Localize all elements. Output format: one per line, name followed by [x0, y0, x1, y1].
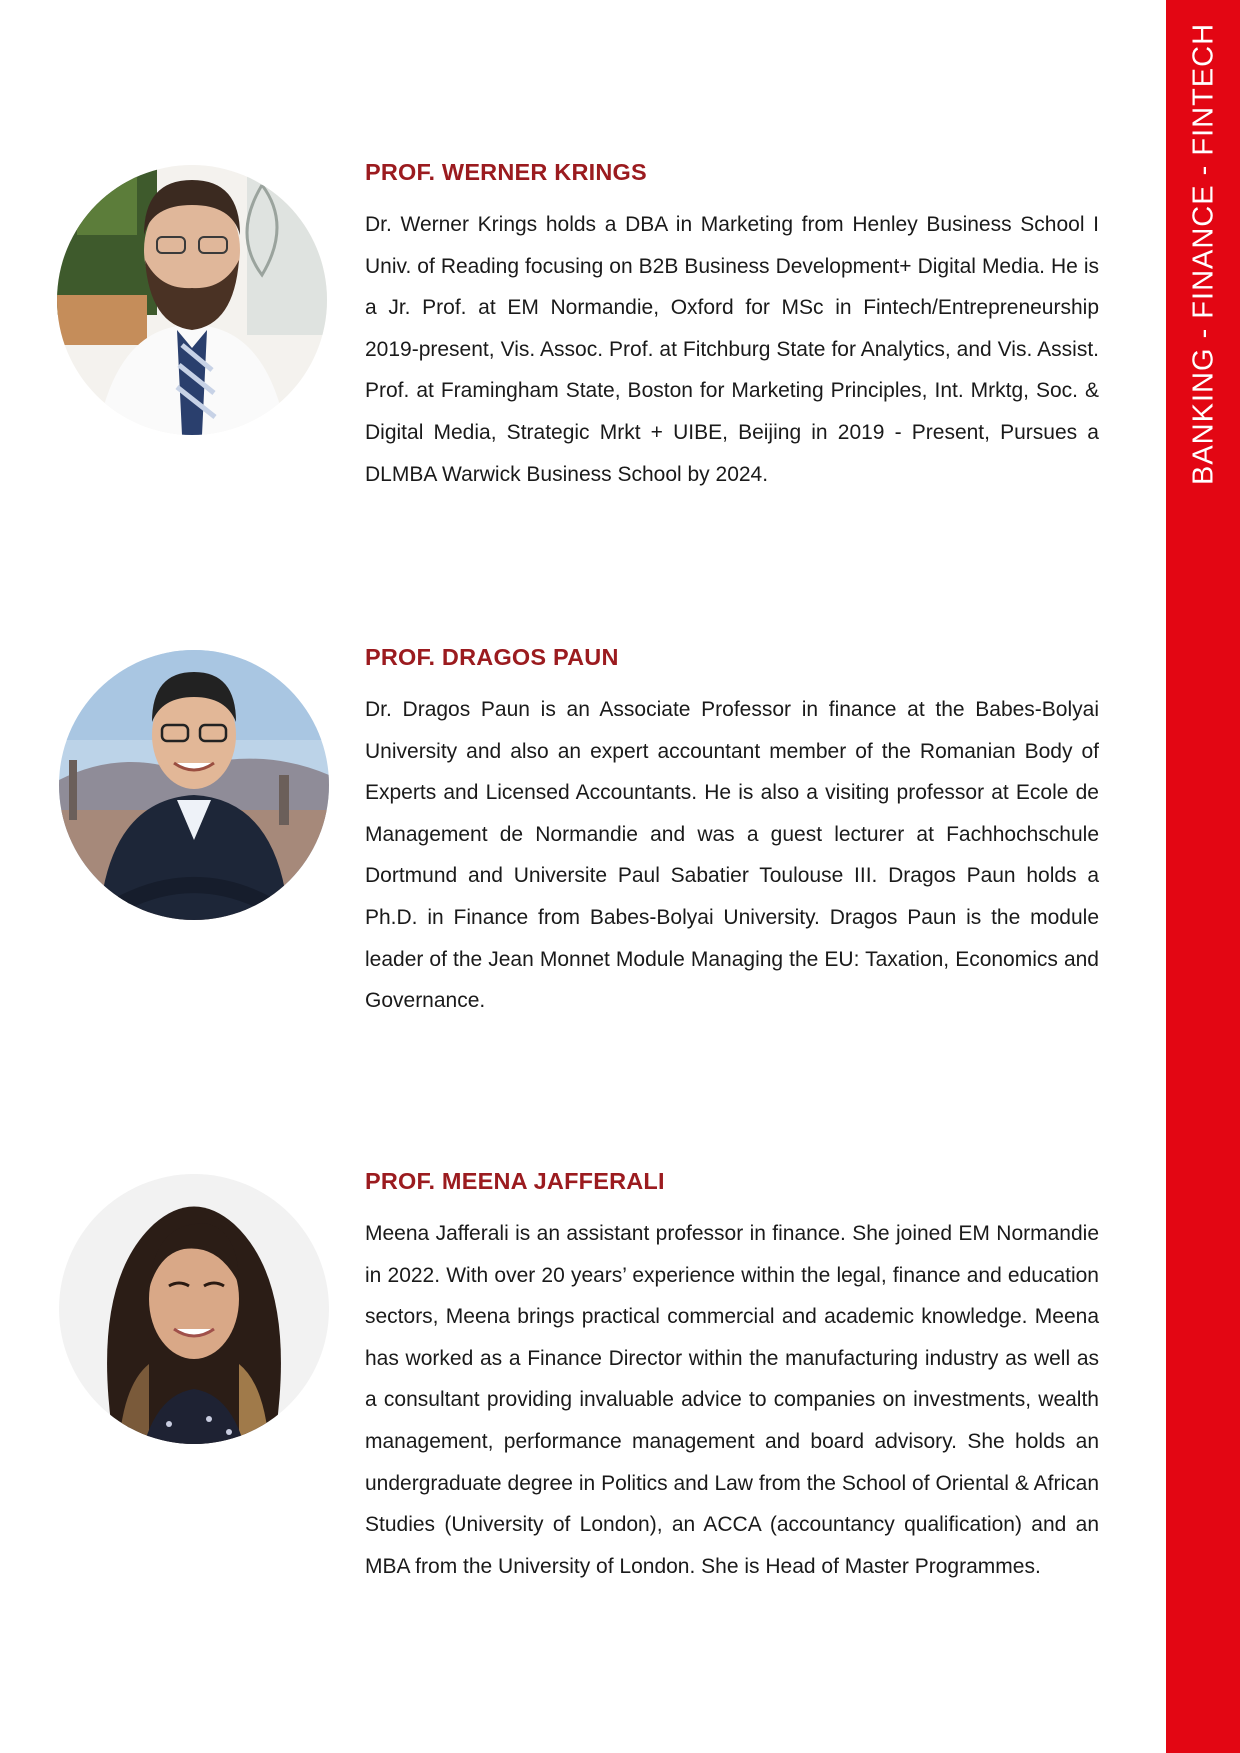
- portrait-photo-graphic: [59, 1174, 329, 1444]
- portrait-photo: [59, 1174, 329, 1444]
- portrait-photo: [59, 650, 329, 920]
- profile-name: PROF. WERNER KRINGS: [365, 159, 647, 185]
- profile-name: PROF. DRAGOS PAUN: [365, 644, 619, 670]
- portrait-photo-graphic: [57, 165, 327, 435]
- profile-bio: Dr. Dragos Paun is an Associate Professor in finance at the Babes-Bolyai University and also an expert accountant member of the Romanian Body of Experts and Licensed Accountants. He is also a visiting professor at Ecole de Management de Normandie and was a guest lecturer at Fachhochschule Dortmund and Universite Paul Sabatier Toulouse III. Dragos Paun holds a Ph.D. in Finance from Babes-Bolyai University. Dragos Paun is the module leader of the Jean Monnet Module Managing the EU: Taxation, Economics and Governance.: [365, 698, 1099, 1013]
- portrait-photo: [57, 165, 327, 435]
- profile-name: PROF. MEENA JAFFERALI: [365, 1168, 665, 1194]
- portrait-photo-graphic: [59, 650, 329, 920]
- profile-bio: Meena Jafferali is an assistant professor in finance. She joined EM Normandie in 2022. With over 20 years’ experience within the legal, finance and education sectors, Meena brings practical commercial and academic knowledge. Meena has worked as a Finance Director within the manufacturing industry as well as a consultant providing invaluable advice to companies on investments, wealth management, performance management and board advisory. She holds an undergraduate degree in Politics and Law from the School of Oriental & African Studies (University of London), an ACCA (accountancy qualification) and an MBA from the University of London. She is Head of Master Programmes.: [365, 1222, 1099, 1578]
- profile-bio: Dr. Werner Krings holds a DBA in Marketing from Henley Business School I Univ. of Reading focusing on B2B Business Development+ Digital Media. He is a Jr. Prof. at EM Normandie, Oxford for MSc in Fintech/Entrepreneurship 2019-present, Vis. Assoc. Prof. at Fitchburg State for Analytics, and Vis. Assist. Prof. at Framingham State, Boston for Marketing Principles, Int. Mrktg, Soc. & Digital Media, Strategic Mrkt + UIBE, Beijing in 2019 - Present, Pursues a DLMBA Warwick Business School by 2024.: [365, 213, 1099, 486]
- side-band-label: BANKING - FINANCE - FINTECH: [1187, 22, 1220, 486]
